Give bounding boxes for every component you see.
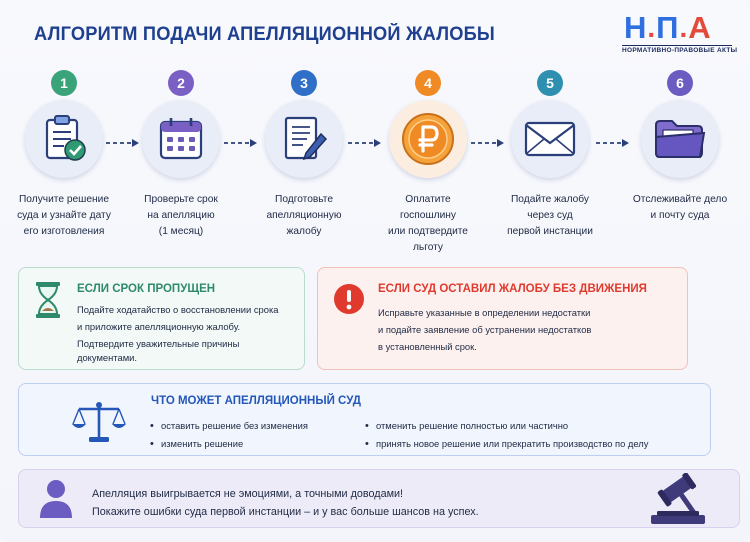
step-text-line: через суд — [527, 210, 573, 221]
court-powers-box — [18, 383, 711, 456]
step-icon-circle — [511, 100, 589, 178]
step-text-line: его изготовления — [23, 226, 105, 237]
step-number: 3 — [291, 70, 317, 96]
step-number: 1 — [51, 70, 77, 96]
step-text-line: Подайте жалобу — [510, 194, 590, 205]
motto-line: Апелляция выигрывается не эмоциями, а точными доводами! — [92, 488, 404, 500]
step-text-line: Подготовьте — [275, 194, 333, 205]
text-line: в установленный срок. — [378, 341, 477, 352]
envelope-icon — [522, 117, 578, 161]
step-icon-circle — [641, 100, 719, 178]
step-4 — [368, 70, 488, 253]
step-text-line: льготу — [412, 242, 444, 253]
logo-letter-n: Н — [624, 10, 648, 45]
step-5 — [490, 70, 610, 250]
step-icon-circle — [265, 100, 343, 178]
step-text — [490, 192, 610, 240]
logo-letter-p: П — [656, 10, 680, 45]
step-text-line: госпошлину — [400, 210, 456, 221]
hourglass-icon — [33, 280, 63, 320]
court-power-item: • отменить решение полностью или частично — [376, 420, 568, 431]
text-line: Исправьте указанные в определении недостатки — [378, 307, 591, 318]
step-text — [4, 192, 124, 240]
logo-letters — [624, 12, 712, 44]
step-text-line: Проверьте срок — [144, 194, 218, 205]
step-text-line: первой инстанции — [507, 226, 593, 237]
step-text-line: Оплатите — [405, 194, 451, 205]
step-text-line: апелляционную — [266, 210, 342, 221]
no-movement-text — [378, 304, 591, 355]
text-line: документами. — [77, 352, 137, 363]
step-number: 4 — [415, 70, 441, 96]
missed-deadline-box — [18, 267, 305, 370]
document-pen-icon — [277, 112, 331, 166]
step-text — [244, 192, 364, 240]
page-title: АЛГОРИТМ ПОДАЧИ АПЕЛЛЯЦИОННОЙ ЖАЛОБЫ — [34, 24, 495, 45]
step-icon-circle — [142, 100, 220, 178]
step-icon-circle — [25, 100, 103, 178]
checklist-icon — [37, 112, 91, 166]
no-movement-heading: ЕСЛИ СУД ОСТАВИЛ ЖАЛОБУ БЕЗ ДВИЖЕНИЯ — [378, 283, 647, 295]
text-line: Подтвердите уважительные причины — [77, 338, 240, 349]
court-powers-heading: ЧТО МОЖЕТ АПЕЛЛЯЦИОННЫЙ СУД — [151, 395, 361, 407]
logo-dot: . — [679, 12, 689, 43]
step-text-line: суда и узнайте дату — [17, 210, 111, 221]
logo — [622, 10, 738, 56]
step-number: 2 — [168, 70, 194, 96]
step-text — [368, 192, 488, 256]
court-power-item: • принять новое решение или прекратить производство по делу — [376, 438, 648, 449]
logo-subtitle: НОРМАТИВНО-ПРАВОВЫЕ АКТЫ — [622, 47, 738, 54]
step-number: 6 — [667, 70, 693, 96]
motto-text — [92, 485, 479, 521]
motto-line: Покажите ошибки суда первой инстанции – и у вас больше шансов на успех. — [92, 506, 479, 518]
step-2 — [121, 70, 241, 250]
text-line: Подайте ходатайство о восстановлении срока — [77, 304, 279, 315]
warning-icon — [333, 283, 365, 315]
gavel-icon — [643, 473, 713, 527]
motto-box — [18, 469, 740, 528]
no-movement-box — [317, 267, 688, 370]
scales-icon — [71, 400, 127, 444]
step-icon-circle — [389, 100, 467, 178]
step-text — [121, 192, 241, 240]
step-6 — [620, 70, 740, 250]
step-text-line: и почту суда — [650, 210, 710, 221]
missed-deadline-text — [77, 301, 278, 364]
folder-icon — [652, 115, 708, 163]
step-3 — [244, 70, 364, 250]
step-text-line: Отслеживайте дело — [632, 194, 728, 205]
logo-dot: . — [647, 12, 657, 43]
court-power-item: • изменить решение — [161, 438, 243, 449]
step-text-line: Получите решение — [18, 194, 109, 205]
court-power-item: • оставить решение без изменения — [161, 420, 308, 431]
step-text-line: на апелляцию — [147, 210, 215, 221]
step-text-line: или подтвердите — [388, 226, 468, 237]
step-text — [620, 192, 740, 224]
calendar-icon — [154, 112, 208, 166]
step-1 — [4, 70, 124, 250]
logo-letter-a: А — [688, 10, 712, 45]
ruble-coin-icon — [399, 110, 457, 168]
step-text-line: (1 месяц) — [158, 226, 204, 237]
person-icon — [37, 477, 75, 519]
text-line: и приложите апелляционную жалобу. — [77, 321, 241, 332]
step-number: 5 — [537, 70, 563, 96]
missed-deadline-heading: ЕСЛИ СРОК ПРОПУЩЕН — [77, 283, 216, 295]
text-line: и подайте заявление об устранении недостатков — [378, 324, 592, 335]
step-text-line: жалобу — [286, 226, 322, 237]
